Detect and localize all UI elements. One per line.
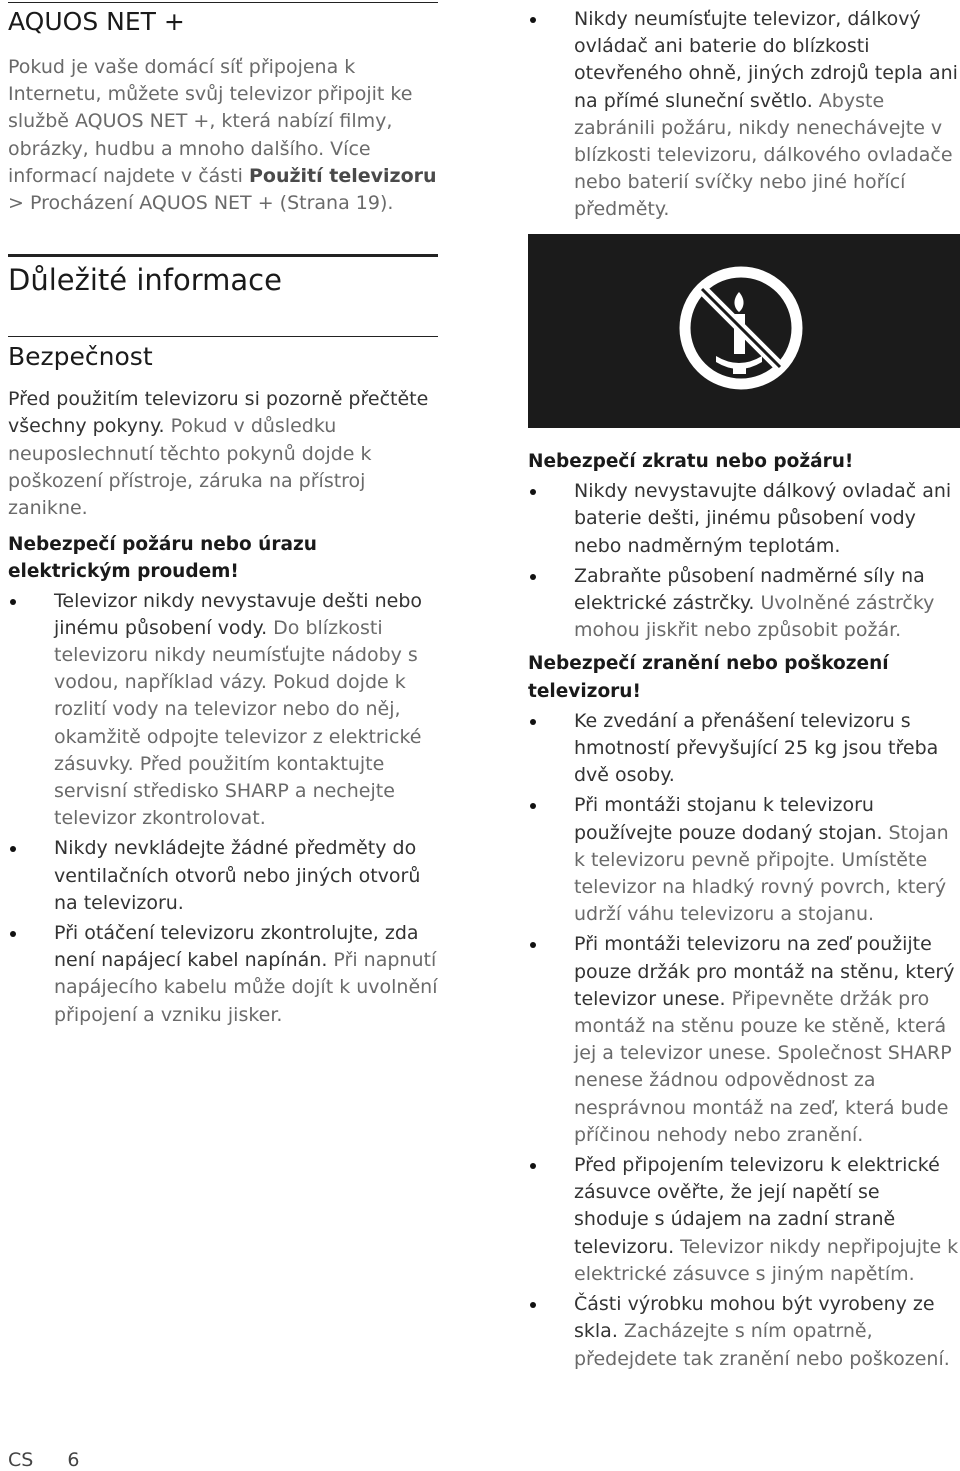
bullet-icon: [10, 931, 16, 937]
short-circuit-list: [528, 478, 960, 644]
no-candles-icon: [528, 234, 960, 428]
right-column-lower: [528, 448, 960, 1373]
aquos-title: AQUOS NET +: [8, 7, 185, 36]
list-item: Části výrobku mohou být vyrobeny ze skla. Zacházejte s ním opatrně, předejdete tak zranění nebo poškození.: [528, 1291, 960, 1373]
left-column: [8, 0, 438, 1029]
subsection-rule: [8, 336, 438, 337]
warning-pictogram: [528, 234, 960, 428]
list-item: Zabraňte působení nadměrné síly na elektrické zástrčky. Uvolněné zástrčky mohou jiskřit nebo způsobit požár.: [528, 563, 960, 645]
language-code: CS: [8, 1449, 34, 1471]
bullet-icon: [530, 1163, 536, 1169]
right-column: [528, 0, 960, 224]
list-item: Při montáži stojanu k televizoru používejte pouze dodaný stojan. Stojan k televizoru pevně připojte. Umístěte televizor na hladký rovný povrch, který udrží váhu televizoru a stojanu.: [528, 792, 960, 928]
bullet-icon: [530, 719, 536, 725]
bullet-icon: [10, 846, 16, 852]
aquos-paragraph: Pokud je vaše domácí síť připojena k Internetu, můžete svůj televizor připojit ke službě AQUOS NET +, která nabízí filmy, obrázky, hudbu a mnoho dalšího. Více informací najdete v části Použití televizoru > Procházení AQUOS NET + (Strana 19).: [8, 56, 437, 215]
bullet-icon: [530, 574, 536, 580]
bullet-icon: [530, 942, 536, 948]
page-footer: [8, 1449, 79, 1471]
bullet-icon: [530, 803, 536, 809]
list-item: Nikdy nevkládejte žádné předměty do ventilačních otvorů nebo jiných otvorů na televizoru.: [8, 835, 438, 917]
list-item: Televizor nikdy nevystavuje dešti nebo jinému působení vody. Do blízkosti televizoru nikdy neumísťujte nádoby s vodou, například vázy. Pokud dojde k rozlití vody na televizor nebo do něj, okamžitě odpojte televizor z elektrické zásuvky. Před použitím kontaktujte servisní středisko SHARP a nechejte televizor zkontrolovat.: [8, 588, 438, 833]
safety-intro: Před použitím televizoru si pozorně přečtěte všechny pokyny. Pokud v důsledku neuposlechnutí těchto pokynů dojde k poškození přístroje, záruka na přístroj zanikne.: [8, 388, 429, 520]
top-rule: [8, 2, 438, 3]
list-item: Před připojením televizoru k elektrické zásuvce ověřte, že její napětí se shoduje s údajem na zadní straně televizoru. Televizor nikdy nepřipojujte k elektrické zásuvce s jiným napětím.: [528, 1152, 960, 1288]
bullet-icon: [530, 489, 536, 495]
short-circuit-heading: Nebezpečí zkratu nebo požáru!: [528, 451, 854, 472]
safety-title: Bezpečnost: [8, 342, 153, 372]
fire-heading: Nebezpečí požáru nebo úrazu elektrickým proudem!: [8, 534, 317, 583]
injury-heading: Nebezpečí zranění nebo poškození televizoru!: [528, 653, 889, 702]
bullet-icon: [530, 1302, 536, 1308]
list-item: Při otáčení televizoru zkontrolujte, zda není napájecí kabel napínán. Při napnutí napájecího kabelu může dojít k uvolnění připojení a vzniku jisker.: [8, 920, 438, 1029]
list-item: Při montáži televizoru na zeď použijte pouze držák pro montáž na stěnu, který televizor unese. Připevněte držák pro montáž na stěnu pouze ke stěně, která jej a televizor unese. Společnost SHARP nenese žádnou odpovědnost za nesprávnou montáž na zeď, která bude příčinou nehody nebo zranění.: [528, 931, 960, 1149]
fire-source-list: [528, 6, 960, 224]
section-rule: [8, 254, 438, 257]
list-item: Ke zvedání a přenášení televizoru s hmotností převyšující 25 kg jsou třeba dvě osoby.: [528, 708, 960, 790]
important-title: Důležité informace: [8, 263, 282, 298]
fire-list: [8, 588, 438, 1029]
bullet-icon: [10, 599, 16, 605]
injury-list: [528, 708, 960, 1373]
page-number: 6: [67, 1449, 80, 1471]
list-item: Nikdy neumísťujte televizor, dálkový ovládač ani baterie do blízkosti otevřeného ohně, jiných zdrojů tepla ani na přímé sluneční světlo. Abyste zabránili požáru, nikdy nenechávejte v blízkosti televizoru, dálkového ovladače nebo baterií svíčky nebo jiné hořící předměty.: [528, 6, 960, 224]
list-item: Nikdy nevystavujte dálkový ovladač ani baterie dešti, jinému působení vody nebo nadměrným teplotám.: [528, 478, 960, 560]
bullet-icon: [530, 17, 536, 23]
